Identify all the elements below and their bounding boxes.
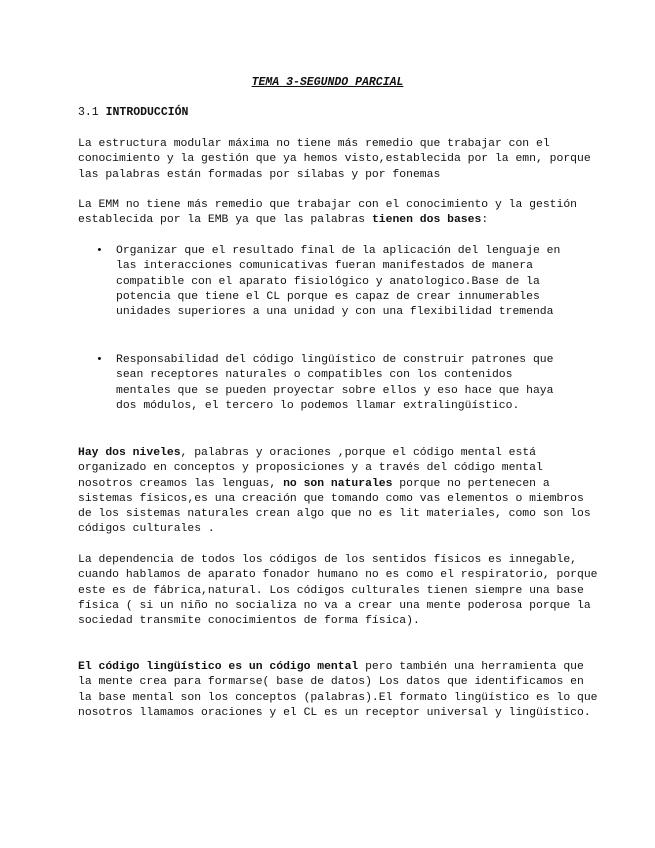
paragraph-2-tail: :: [481, 214, 489, 227]
paragraph-5-bold: El código lingüístico es un código mental: [78, 661, 359, 673]
paragraph-5-text: pero también una herramienta que la mente crea para formarse( base de datos) Los datos que identificamos en la base mental son los conceptos (palabras).El formato lingüístico es lo que nosotros llamamos oraciones y el CL es un receptor universal y lingüístico.: [78, 661, 598, 719]
paragraph-4: La dependencia de todos los códigos de los sentidos físicos es innegable, cuando hablamos de aparato fonador humano no es como el respiratorio, porque este es de fábrica,natural. Los códigos culturales tienen siempre una base física ( si un niño no socializa no va a crear una mente poderosa porque la sociedad transmite conocimientos de forma física).: [78, 554, 598, 628]
section-name: INTRODUCCIÓN: [105, 106, 189, 119]
document-title: TEMA 3-SEGUNDO PARCIAL: [251, 76, 404, 89]
paragraph-3: [78, 446, 598, 538]
paragraph-1: La estructura modular máxima no tiene más remedio que trabajar con el conocimiento y la gestión que ya hemos visto,establecida por la emn, porque las palabras están formadas por sílabas y por fonemas: [78, 138, 591, 181]
section-number: 3.1: [78, 106, 99, 119]
list-item-text: Responsabilidad del código lingüístico de construir patrones que sean receptores naturales o compatibles con los contenidos mentales que se pueden proyectar sobre ellos y eso hace que haya dos módulos, el tercero lo podemos llamar extralingüístico.: [116, 354, 554, 412]
bullet-dot: •: [96, 354, 103, 366]
paragraph-5: [78, 660, 598, 721]
bullet-dot: •: [96, 245, 103, 257]
paragraph-2-text: La EMM no tiene más remedio que trabajar con el conocimiento y la gestión establecida por la EMB ya que las palabras: [78, 199, 577, 227]
paragraph-3-text-1: , palabras y oraciones ,porque el código mental está organizado en conceptos y proposiciones y a través del código mental nosotros creamos las lenguas,: [78, 447, 543, 490]
paragraph-3-bold-2: no son naturales: [283, 477, 393, 490]
section-heading: [78, 106, 188, 119]
list-item-text: Organizar que el resultado final de la aplicación del lenguaje en las interacciones comunicativas fueran manifestados de manera compatible con el aparato fisiológico y anatologico.Base de la potencia que tiene el CL porque es capaz de crear innumerables unidades superiores a una unidad y con una flexibilidad tremenda: [116, 245, 561, 319]
list-item: [96, 353, 566, 414]
paragraph-2-bold: tienen dos bases: [371, 214, 482, 227]
paragraph-3-text-2: porque no pertenecen a sistemas físicos,es una creación que tomando como vas elementos o miembros de los sistemas naturales crean algo que no es lit materiales, como son los códigos culturales .: [78, 477, 591, 536]
paragraph-3-bold-1: Hay dos niveles: [78, 447, 181, 459]
paragraph-2: [78, 198, 598, 229]
list-item: [96, 244, 566, 320]
